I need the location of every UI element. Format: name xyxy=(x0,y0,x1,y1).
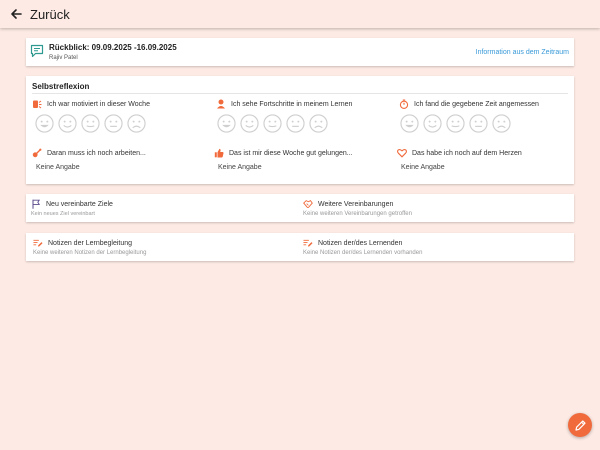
smiley-sad-icon[interactable] xyxy=(127,114,146,133)
answer-on-my-heart: Keine Angabe xyxy=(401,164,445,171)
answer-went-well: Keine Angabe xyxy=(218,164,262,171)
goals-card xyxy=(26,194,574,222)
notes-pen-icon xyxy=(303,238,313,248)
smiley-neutral-icon[interactable] xyxy=(81,114,100,133)
agreements-value: Keine weiteren Vereinbarungen getroffen xyxy=(303,211,412,217)
smiley-sad-icon[interactable] xyxy=(309,114,328,133)
rating-smileys-time xyxy=(400,114,511,133)
smiley-neutral-icon[interactable] xyxy=(263,114,282,133)
review-header-card xyxy=(26,38,574,66)
heart-icon xyxy=(397,148,407,158)
rating-smileys-progress xyxy=(217,114,328,133)
smiley-unhappy-icon[interactable] xyxy=(104,114,123,133)
agreements-label: Weitere Vereinbarungen xyxy=(318,200,394,208)
progress-icon xyxy=(216,99,226,109)
smiley-happy-icon[interactable] xyxy=(423,114,442,133)
pencil-icon xyxy=(574,419,587,432)
smiley-unhappy-icon[interactable] xyxy=(286,114,305,133)
chat-icon xyxy=(30,44,44,58)
rating-question-motivation: Ich war motiviert in dieser Woche xyxy=(32,99,150,109)
coach-notes-value: Keine weiteren Notizen der Lernbegleitung xyxy=(33,250,147,256)
handshake-icon xyxy=(303,199,313,209)
back-button[interactable]: Zurück xyxy=(30,6,70,22)
smiley-very-happy-icon[interactable] xyxy=(400,114,419,133)
answer-still-work-on: Keine Angabe xyxy=(36,164,80,171)
smiley-unhappy-icon[interactable] xyxy=(469,114,488,133)
rating-question-progress: Ich sehe Fortschritte in meinem Lernen xyxy=(216,99,352,109)
question-on-my-heart: Das habe ich noch auf dem Herzen xyxy=(397,148,522,158)
learner-notes-label: Notizen der/des Lernenden xyxy=(318,239,403,247)
smiley-sad-icon[interactable] xyxy=(492,114,511,133)
divider xyxy=(32,93,568,94)
top-bar xyxy=(0,0,600,28)
smiley-very-happy-icon[interactable] xyxy=(35,114,54,133)
smiley-happy-icon[interactable] xyxy=(240,114,259,133)
smiley-very-happy-icon[interactable] xyxy=(217,114,236,133)
tools-icon xyxy=(32,148,42,158)
motivation-icon xyxy=(32,99,42,109)
new-goals-value: Kein neues Ziel vereinbart xyxy=(31,211,95,217)
period-information-link[interactable]: Information aus dem Zeitraum xyxy=(475,49,569,56)
question-still-work-on: Daran muss ich noch arbeiten... xyxy=(32,148,146,158)
notes-card xyxy=(26,233,574,261)
edit-button[interactable] xyxy=(568,413,592,437)
question-went-well: Das ist mir diese Woche gut gelungen... xyxy=(214,148,353,158)
timer-icon xyxy=(399,99,409,109)
flag-icon xyxy=(31,199,41,209)
self-reflection-card xyxy=(26,76,574,184)
rating-smileys-motivation xyxy=(35,114,146,133)
smiley-neutral-icon[interactable] xyxy=(446,114,465,133)
notes-pen-icon xyxy=(33,238,43,248)
learner-name: Rajiv Patel xyxy=(49,55,78,61)
learner-notes-value: Keine Notizen der/des Lernenden vorhanden xyxy=(303,250,423,256)
new-goals-label: Neu vereinbarte Ziele xyxy=(46,200,113,208)
smiley-happy-icon[interactable] xyxy=(58,114,77,133)
coach-notes-label: Notizen der Lernbegleitung xyxy=(48,239,133,247)
rating-question-time: Ich fand die gegebene Zeit angemessen xyxy=(399,99,539,109)
thumbs-up-icon xyxy=(214,148,224,158)
arrow-left-icon[interactable] xyxy=(10,7,24,21)
self-reflection-title: Selbstreflexion xyxy=(32,82,90,91)
review-period-title: Rückblick: 09.09.2025 -16.09.2025 xyxy=(49,43,177,52)
